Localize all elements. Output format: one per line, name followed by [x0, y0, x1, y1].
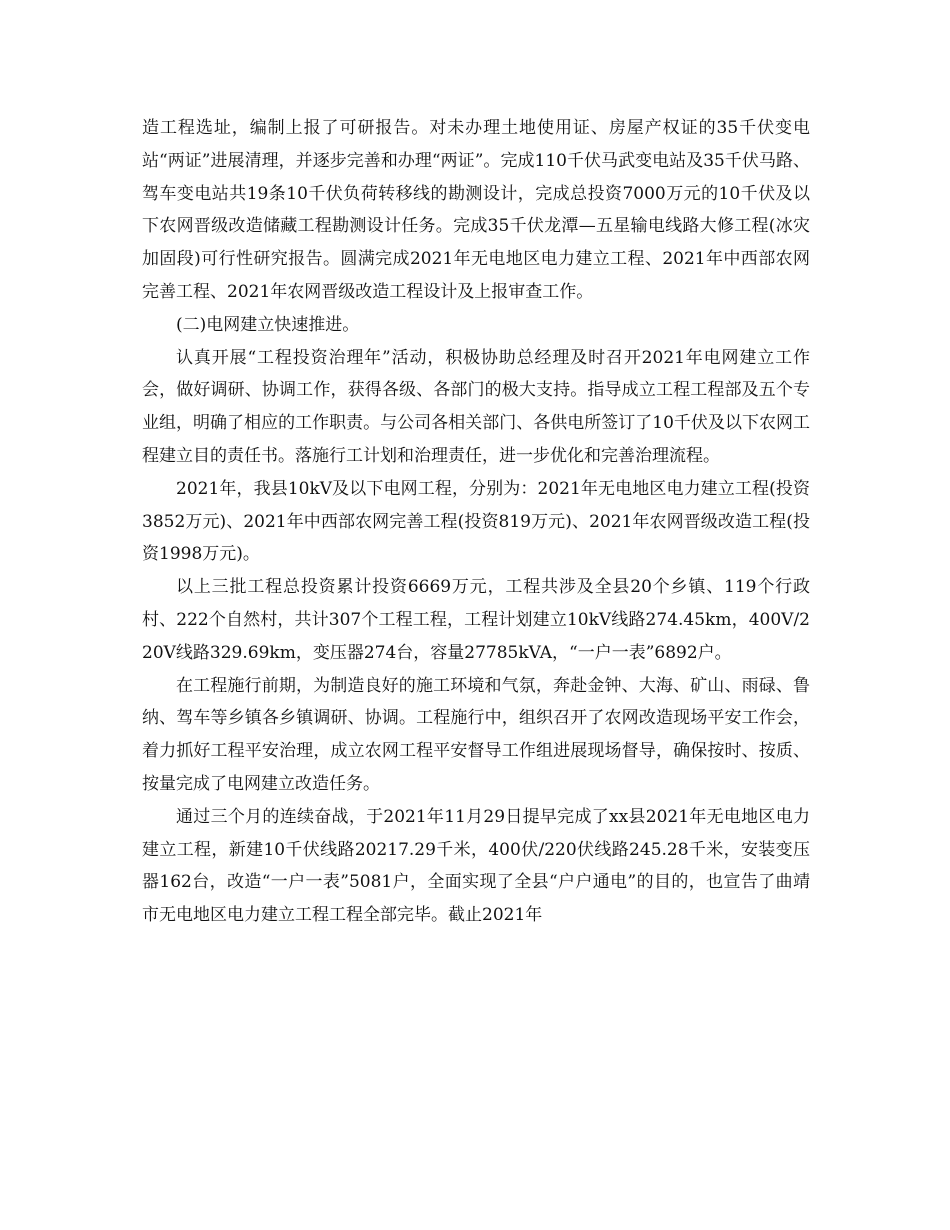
paragraph-completion: 通过三个月的连续奋战，于2021年11月29日提早完成了xx县2021年无电地区电力建立工程，新建10千伏线路20217.29千米，400伏/220伏线路245.28千米，安装变压器162台，改造“一户一表”5081户，全面实现了全县“户户通电”的目的，也宣告了曲靖市无电地区电力建立工程工程全部完毕。截止2021年 — [142, 806, 810, 926]
section-heading-grid-construction: (二)电网建立快速推进。 — [176, 314, 360, 335]
paragraph-survey-design: 造工程选址，编制上报了可研报告。对未办理土地使用证、房屋产权证的35千伏变电站“两证”进展清理，并逐步完善和办理“两证”。完成110千伏马武变电站及35千伏马路、驾车变电站共19条10千伏负荷转移线的勘测设计，完成总投资7000万元的10千伏及以下农网晋级改造储藏工程勘测设计任务。完成35千伏龙潭—五星输电线路大修工程(冰灾加固段)可行性研究报告。圆满完成2021年无电地区电力建立工程、2021年中西部农网完善工程、2021年农网晋级改造工程设计及上报审查工作。 — [142, 118, 810, 302]
paragraph-total-investment: 以上三批工程总投资累计投资6669万元，工程共涉及全县20个乡镇、119个行政村、222个自然村，共计307个工程工程，工程计划建立10kV线路274.45km，400V/220V线路329.69km，变压器274台，容量27785kVA，“一户一表”6892户。 — [142, 577, 810, 663]
paragraph-investment-management: 认真开展“工程投资治理年”活动，积极协助总经理及时召开2021年电网建立工作会，做好调研、协调工作，获得各级、各部门的极大支持。指导成立工程工程部及五个专业组，明确了相应的工作职责。与公司各相关部门、各供电所签订了10千伏及以下农网工程建立目的责任书。落施行工计划和治理责任，进一步优化和完善治理流程。 — [142, 347, 810, 466]
document-page — [142, 112, 810, 932]
paragraph-projects-2021: 2021年，我县10kV及以下电网工程，分别为：2021年无电地区电力建立工程(投资3852万元)、2021年中西部农网完善工程(投资819万元)、2021年农网晋级改造工程(投资1998万元)。 — [142, 478, 810, 565]
paragraph-construction-safety: 在工程施行前期，为制造良好的施工环境和气氛，奔赴金钟、大海、矿山、雨碌、鲁纳、驾车等乡镇各乡镇调研、协调。工程施行中，组织召开了农网改造现场平安工作会，着力抓好工程平安治理，成立农网工程平安督导工作组进展现场督导，确保按时、按质、按量完成了电网建立改造任务。 — [142, 675, 810, 794]
